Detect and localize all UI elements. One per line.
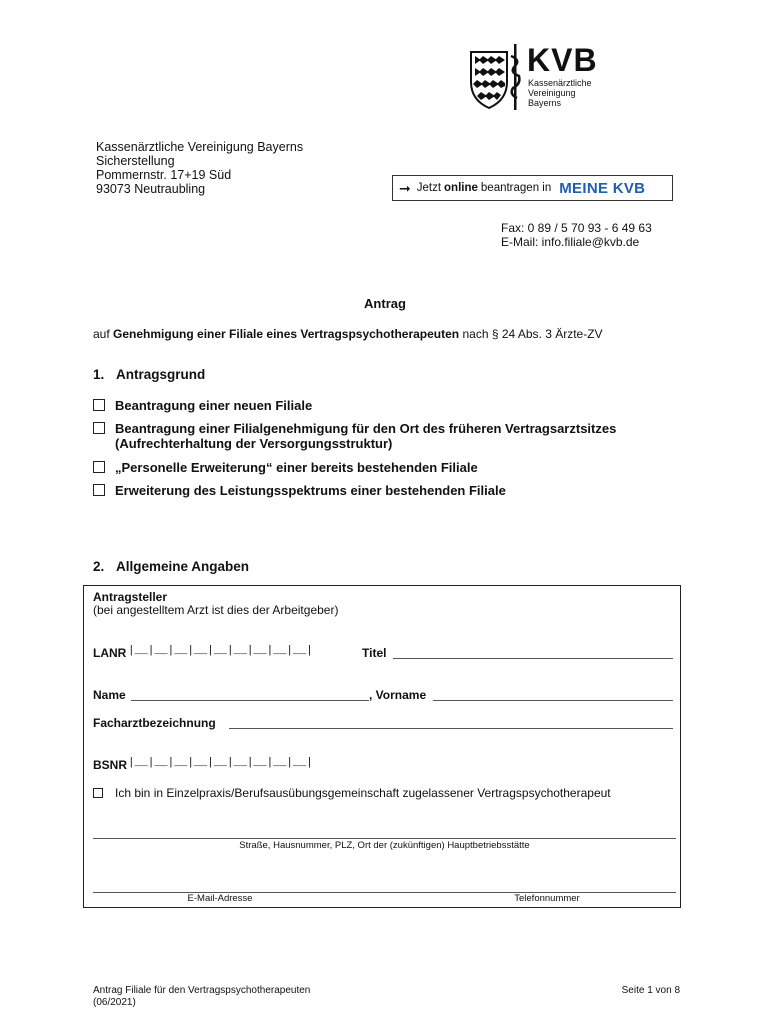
staff-of-asclepius-icon bbox=[507, 44, 523, 110]
applicant-form-box bbox=[83, 585, 681, 908]
titel-label: Titel bbox=[362, 646, 387, 660]
reason-option-new-branch[interactable] bbox=[93, 398, 312, 413]
logo-subline-2: Vereinigung bbox=[528, 88, 576, 98]
checkbox[interactable] bbox=[93, 399, 105, 411]
apply-online-button[interactable] bbox=[392, 175, 673, 201]
address-input[interactable] bbox=[93, 826, 676, 839]
footer-doc-title: Antrag Filiale für den Vertragspsychotherapeuten bbox=[93, 985, 311, 996]
applicant-heading: Antragsteller bbox=[93, 590, 168, 604]
meine-kvb-brand: MEINE KVB bbox=[559, 179, 646, 197]
checkbox[interactable] bbox=[93, 788, 103, 798]
fax-number: Fax: 0 89 / 5 70 93 - 6 49 63 bbox=[501, 221, 652, 235]
arrow-right-icon: ➞ bbox=[399, 179, 411, 196]
titel-input[interactable] bbox=[393, 646, 673, 659]
section-2-heading bbox=[93, 559, 249, 574]
logo-subline-1: Kassenärztliche bbox=[528, 78, 592, 88]
option-label-line-2: (Aufrechterhaltung der Versorgungsstruktur) bbox=[115, 436, 393, 451]
facharzt-input[interactable] bbox=[229, 716, 673, 729]
lanr-input[interactable]: |__|__|__|__|__|__|__|__|__| bbox=[128, 645, 313, 657]
single-practice-option[interactable] bbox=[93, 786, 611, 801]
address-caption: Straße, Hausnummer, PLZ, Ort der (zukünftigen) Hauptbetriebsstätte bbox=[239, 840, 530, 851]
lanr-label: LANR bbox=[93, 646, 127, 660]
address-line-2: Sicherstellung bbox=[96, 154, 175, 168]
applicant-note: (bei angestelltem Arzt ist dies der Arbeitgeber) bbox=[93, 603, 339, 617]
subtitle-post: nach § 24 Abs. 3 Ärzte-ZV bbox=[462, 327, 603, 341]
bsnr-input[interactable]: |__|__|__|__|__|__|__|__|__| bbox=[128, 757, 313, 769]
page-number: Seite 1 von 8 bbox=[621, 985, 680, 996]
recipient-address bbox=[96, 140, 303, 196]
footer-doc-version: (06/2021) bbox=[93, 997, 136, 1008]
facharzt-label: Facharztbezeichnung bbox=[93, 716, 216, 730]
telefon-caption: Telefonnummer bbox=[514, 893, 580, 904]
bsnr-label: BSNR bbox=[93, 758, 128, 772]
vorname-input[interactable] bbox=[433, 688, 673, 701]
option-label: Erweiterung des Leistungsspektrums einer bestehenden Filiale bbox=[115, 483, 506, 498]
section-1-number: 1. bbox=[93, 367, 105, 382]
option-label: Beantragung einer neuen Filiale bbox=[115, 398, 313, 413]
footer-left bbox=[93, 985, 310, 1009]
vorname-label: , Vorname bbox=[369, 688, 427, 702]
section-2-title: Allgemeine Angaben bbox=[116, 559, 250, 574]
subtitle-bold: Genehmigung einer Filiale eines Vertragspsychotherapeuten bbox=[113, 327, 460, 341]
page-title: Antrag bbox=[364, 296, 406, 311]
reason-option-service-extension[interactable] bbox=[93, 483, 506, 498]
logo-wordmark: KVB bbox=[527, 42, 598, 78]
email-caption: E-Mail-Adresse bbox=[187, 893, 253, 904]
address-line-1: Kassenärztliche Vereinigung Bayerns bbox=[96, 140, 304, 154]
email-phone-input[interactable] bbox=[93, 880, 676, 893]
kvb-logo bbox=[469, 44, 609, 112]
contact-info bbox=[501, 221, 652, 249]
subtitle-pre: auf bbox=[93, 327, 110, 341]
online-bold: online bbox=[444, 182, 478, 194]
name-input[interactable] bbox=[131, 688, 369, 701]
online-suffix: beantragen in bbox=[480, 182, 552, 194]
section-1-title: Antragsgrund bbox=[116, 367, 206, 382]
online-prefix: Jetzt bbox=[416, 182, 442, 194]
name-label: Name bbox=[93, 688, 126, 702]
reason-option-former-site[interactable] bbox=[93, 421, 616, 451]
logo-subline-3: Bayerns bbox=[528, 98, 562, 108]
bavarian-shield-icon bbox=[469, 48, 509, 110]
section-2-number: 2. bbox=[93, 559, 105, 574]
email-address: E-Mail: info.filiale@kvb.de bbox=[501, 235, 640, 249]
section-1-heading bbox=[93, 367, 205, 382]
address-line-3: Pommernstr. 17+19 Süd bbox=[96, 168, 232, 182]
page-subtitle bbox=[93, 327, 603, 341]
option-label: Ich bin in Einzelpraxis/Berufsausübungsgemeinschaft zugelassener Vertragspsychotherapeut bbox=[115, 786, 611, 800]
address-line-4: 93073 Neutraubling bbox=[96, 182, 206, 196]
reason-option-personnel-extension[interactable] bbox=[93, 460, 478, 475]
checkbox[interactable] bbox=[93, 422, 105, 434]
option-label: „Personelle Erweiterung“ einer bereits bestehenden Filiale bbox=[115, 460, 478, 475]
option-label: Beantragung einer Filialgenehmigung für den Ort des früheren Vertragsarztsitzes bbox=[115, 421, 617, 436]
checkbox[interactable] bbox=[93, 484, 105, 496]
checkbox[interactable] bbox=[93, 461, 105, 473]
